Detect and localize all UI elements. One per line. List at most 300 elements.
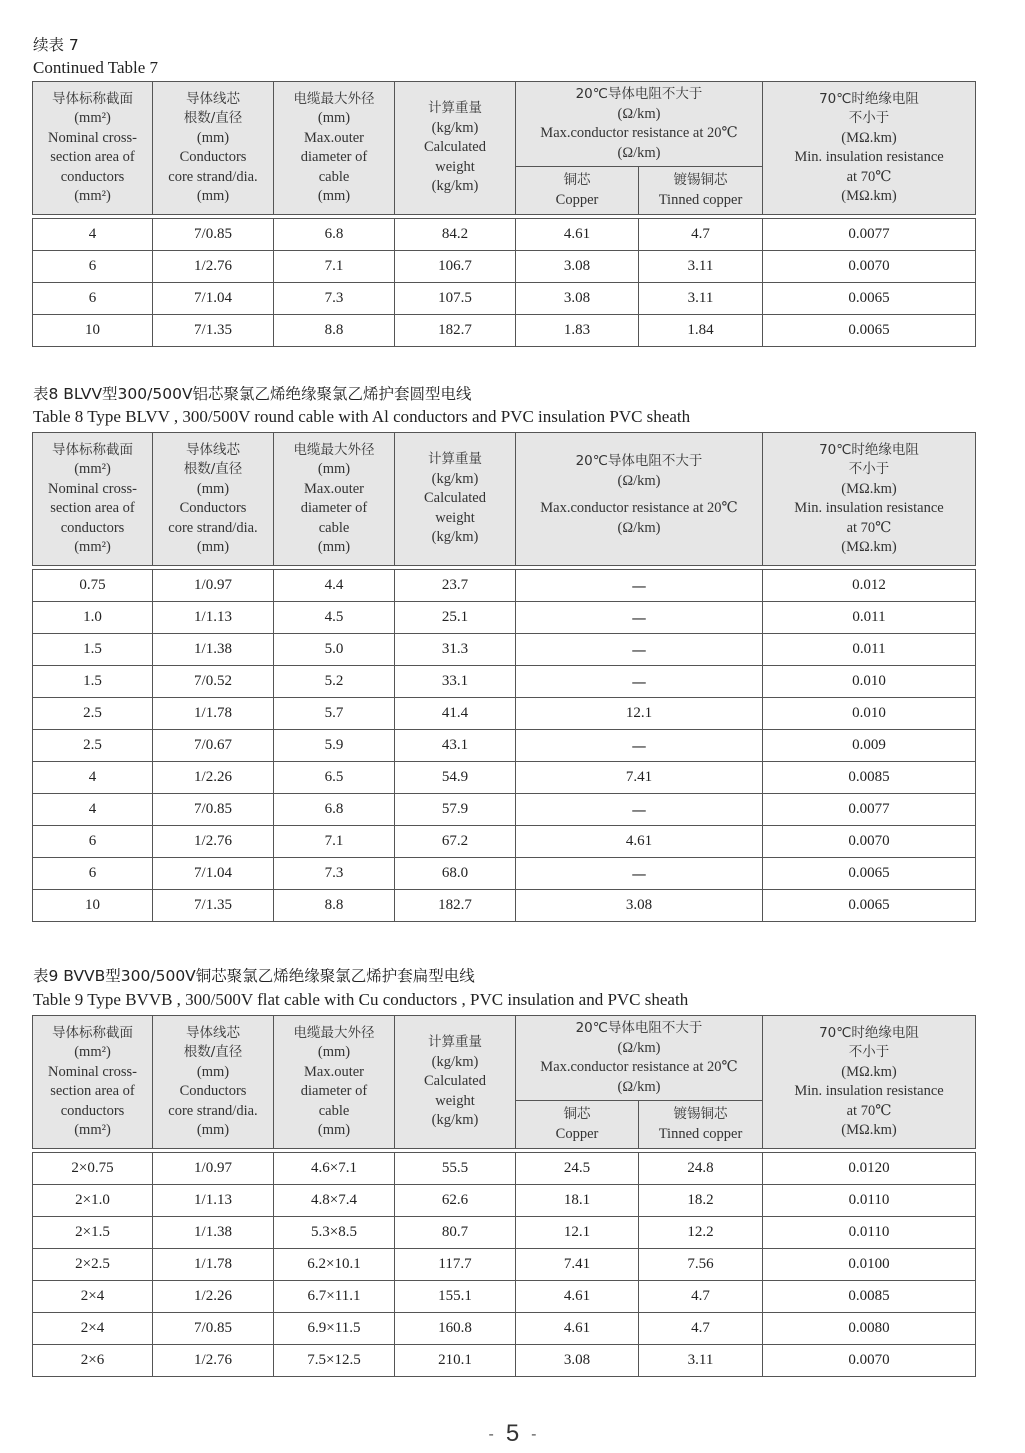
col-tinned-copper-header — [639, 167, 763, 215]
header-line: 70℃时绝缘电阻 — [819, 1024, 919, 1041]
table9 — [32, 1015, 976, 1377]
cell-tinned-copper-resistance: 3.11 — [639, 251, 763, 283]
table-row — [33, 251, 976, 283]
cell-strand: 1/2.76 — [153, 826, 274, 858]
header-line: cable — [318, 168, 350, 185]
cell-outer-diameter: 7.1 — [274, 251, 395, 283]
cell-cross-section: 2×1.5 — [33, 1217, 153, 1249]
table8-head — [33, 433, 976, 566]
header-line: Nominal cross- — [48, 1063, 137, 1080]
header-line: core strand/dia. — [168, 1102, 258, 1119]
header-line: Max.conductor resistance at 20℃ — [540, 125, 738, 141]
cell-tinned-copper-resistance: 7.56 — [639, 1249, 763, 1281]
cell-weight: 160.8 — [395, 1313, 516, 1345]
cell-cross-section: 2.5 — [33, 730, 153, 762]
cell-outer-diameter: 4.6×7.1 — [274, 1153, 395, 1185]
table7-head — [33, 82, 976, 215]
col-cross-section-header — [33, 1016, 153, 1149]
header-line: (Ω/km) — [617, 144, 661, 161]
header-line: (mm) — [196, 188, 230, 204]
col-resistance-header — [516, 82, 763, 167]
header-line: (mm²) — [74, 1044, 111, 1060]
header-line: (Ω/km) — [617, 105, 661, 122]
cell-cross-section: 10 — [33, 315, 153, 347]
header-line: (mm²) — [74, 110, 111, 126]
cell-weight: 57.9 — [395, 794, 516, 826]
cell-tinned-copper-resistance: 4.7 — [639, 1281, 763, 1313]
col-tinned-copper-header — [639, 1101, 763, 1149]
header-line: diameter of — [300, 1083, 368, 1099]
cell-weight: 23.7 — [395, 570, 516, 602]
cell-outer-diameter: 7.3 — [274, 858, 395, 890]
header-line: Copper — [555, 1125, 599, 1142]
header-line: 计算重量 — [428, 451, 482, 468]
header-line: 20℃导体电阻不大于 — [575, 86, 703, 102]
header-line: (MΩ.km) — [841, 1063, 897, 1080]
cell-outer-diameter: 6.9×11.5 — [274, 1313, 395, 1345]
cell-strand: 1/2.26 — [153, 1281, 274, 1313]
header-line: 70℃时绝缘电阻 — [819, 90, 919, 107]
header-line: diameter of — [300, 500, 368, 516]
header-line: (mm) — [317, 1044, 351, 1060]
cell-strand: 1/2.76 — [153, 251, 274, 283]
cell-resistance: — — [516, 794, 763, 826]
cell-strand: 1/2.26 — [153, 762, 274, 794]
cell-copper-resistance: 3.08 — [516, 251, 639, 283]
col-outer-diameter-header — [274, 433, 395, 566]
header-line: core strand/dia. — [168, 519, 258, 536]
cell-cross-section: 4 — [33, 762, 153, 794]
header-line: Nominal cross- — [48, 129, 137, 146]
col-weight-header — [395, 82, 516, 215]
header-line: cable — [318, 519, 350, 536]
header-line: weight — [435, 509, 475, 526]
table8-caption-cn: 表8 BLVV型300/500V铝芯聚氯乙烯绝缘聚氯乙烯护套圆型电线 — [33, 385, 472, 403]
header-line: diameter of — [300, 149, 368, 165]
header-line: 镀锡铜芯 — [673, 1106, 728, 1122]
table8-body — [33, 566, 976, 922]
cell-copper-resistance: 4.61 — [516, 1281, 639, 1313]
header-line: 不小于 — [848, 461, 890, 477]
header-line: (kg/km) — [431, 178, 479, 195]
table8-caption-en: Table 8 Type BLVV , 300/500V round cable with Al conductors and PVC insulation PVC sheath — [33, 407, 691, 426]
cell-outer-diameter: 4.4 — [274, 570, 395, 602]
cell-weight: 67.2 — [395, 826, 516, 858]
cell-strand: 1/2.76 — [153, 1345, 274, 1377]
col-resistance-header — [516, 433, 763, 566]
header-line: 铜芯 — [563, 1106, 591, 1122]
cell-cross-section: 2×6 — [33, 1345, 153, 1377]
header-line: (kg/km) — [431, 1112, 479, 1129]
col-copper-header — [516, 1101, 639, 1149]
cell-resistance: 3.08 — [516, 890, 763, 922]
header-line: (kg/km) — [431, 1053, 479, 1070]
table7-caption-cn: 续表 7 — [33, 36, 79, 54]
header-line: section area of — [50, 500, 135, 516]
header-line: section area of — [50, 1083, 135, 1099]
cell-insulation-resistance: 0.011 — [763, 602, 976, 634]
header-line: Conductors — [179, 1083, 247, 1099]
table7-body — [33, 215, 976, 347]
table8 — [32, 432, 976, 922]
cell-outer-diameter: 6.5 — [274, 762, 395, 794]
cell-strand: 7/1.35 — [153, 315, 274, 347]
col-outer-diameter-header — [274, 1016, 395, 1149]
header-line: Min. insulation resistance — [794, 500, 944, 516]
cell-weight: 55.5 — [395, 1153, 516, 1185]
cell-copper-resistance: 3.08 — [516, 1345, 639, 1377]
cell-insulation-resistance: 0.0110 — [763, 1217, 976, 1249]
cell-insulation-resistance: 0.0100 — [763, 1249, 976, 1281]
cell-cross-section: 6 — [33, 858, 153, 890]
cell-outer-diameter: 7.5×12.5 — [274, 1345, 395, 1377]
header-line: (Ω/km) — [617, 1039, 661, 1056]
header-line: 导体标称截面 — [52, 441, 133, 458]
table-row — [33, 315, 976, 347]
cell-weight: 25.1 — [395, 602, 516, 634]
header-line: Calculated — [423, 139, 486, 156]
header-line: (Ω/km) — [617, 519, 661, 536]
cell-insulation-resistance: 0.010 — [763, 666, 976, 698]
header-line: 镀锡铜芯 — [673, 172, 728, 188]
cell-weight: 182.7 — [395, 890, 516, 922]
header-line: (mm²) — [74, 188, 111, 204]
cell-copper-resistance: 4.61 — [516, 1313, 639, 1345]
table7-caption-en: Continued Table 7 — [33, 58, 159, 77]
cell-cross-section: 10 — [33, 890, 153, 922]
col-strand-header — [153, 1016, 274, 1149]
table-row — [33, 1313, 976, 1345]
page-number — [0, 1420, 1025, 1448]
cell-strand: 1/0.97 — [153, 570, 274, 602]
cell-weight: 41.4 — [395, 698, 516, 730]
table-row — [33, 1185, 976, 1217]
cell-cross-section: 6 — [33, 826, 153, 858]
header-line: 电缆最大外径 — [293, 441, 375, 458]
header-line: (kg/km) — [431, 119, 479, 136]
cell-cross-section: 6 — [33, 283, 153, 315]
cell-insulation-resistance: 0.0065 — [763, 858, 976, 890]
cell-outer-diameter: 7.1 — [274, 826, 395, 858]
header-line: conductors — [60, 519, 125, 536]
col-insulation-header — [763, 1016, 976, 1149]
cell-cross-section: 1.5 — [33, 666, 153, 698]
header-line: 不小于 — [848, 1044, 890, 1060]
col-weight-header — [395, 433, 516, 566]
cell-cross-section: 0.75 — [33, 570, 153, 602]
header-line: 计算重量 — [428, 100, 482, 117]
header-line: (Ω/km) — [617, 1078, 661, 1095]
cell-resistance: — — [516, 634, 763, 666]
table-row — [33, 666, 976, 698]
header-line: (mm) — [196, 129, 230, 146]
header-line: 导体标称截面 — [52, 90, 133, 107]
header-line: 20℃导体电阻不大于 — [575, 453, 703, 469]
cell-strand: 7/1.35 — [153, 890, 274, 922]
cell-copper-resistance: 3.08 — [516, 283, 639, 315]
cell-strand: 1/0.97 — [153, 1153, 274, 1185]
col-resistance-header — [516, 1016, 763, 1101]
header-line: Max.outer — [304, 1063, 364, 1080]
cell-insulation-resistance: 0.0077 — [763, 794, 976, 826]
header-line: weight — [435, 1092, 475, 1109]
header-line: Conductors — [179, 500, 247, 516]
cell-cross-section: 2×1.0 — [33, 1185, 153, 1217]
header-line: Min. insulation resistance — [794, 1083, 944, 1099]
table-row — [33, 858, 976, 890]
header-line: 根数/直径 — [183, 110, 243, 126]
cell-insulation-resistance: 0.0070 — [763, 826, 976, 858]
header-line: 导体线芯 — [186, 441, 240, 458]
cell-outer-diameter: 6.8 — [274, 794, 395, 826]
cell-weight: 210.1 — [395, 1345, 516, 1377]
col-strand-header — [153, 82, 274, 215]
col-copper-header — [516, 167, 639, 215]
header-line: 导体标称截面 — [52, 1024, 133, 1041]
cell-outer-diameter: 4.8×7.4 — [274, 1185, 395, 1217]
header-line: (mm) — [196, 1122, 230, 1138]
page-number-dash-right: - — [531, 1425, 537, 1443]
cell-strand: 1/1.78 — [153, 1249, 274, 1281]
cell-insulation-resistance: 0.0085 — [763, 1281, 976, 1313]
header-line: 70℃时绝缘电阻 — [819, 441, 919, 458]
cell-cross-section: 2×4 — [33, 1281, 153, 1313]
cell-strand: 7/0.67 — [153, 730, 274, 762]
header-line: (MΩ.km) — [841, 480, 897, 497]
header-line: (mm²) — [74, 1122, 111, 1138]
cell-strand: 7/1.04 — [153, 283, 274, 315]
table-row — [33, 1153, 976, 1185]
header-line: at 70℃ — [846, 1102, 892, 1119]
cell-cross-section: 1.0 — [33, 602, 153, 634]
col-cross-section-header — [33, 82, 153, 215]
header-line: (kg/km) — [431, 470, 479, 487]
cell-copper-resistance: 18.1 — [516, 1185, 639, 1217]
cell-strand: 7/1.04 — [153, 858, 274, 890]
cell-insulation-resistance: 0.010 — [763, 698, 976, 730]
header-line: (MΩ.km) — [841, 129, 897, 146]
cell-insulation-resistance: 0.0080 — [763, 1313, 976, 1345]
table9-caption-cn: 表9 BVVB型300/500V铜芯聚氯乙烯绝缘聚氯乙烯护套扁型电线 — [33, 967, 475, 985]
cell-strand: 7/0.85 — [153, 219, 274, 251]
header-line: 导体线芯 — [186, 1024, 240, 1041]
header-line: Calculated — [423, 1073, 486, 1090]
cell-strand: 1/1.38 — [153, 634, 274, 666]
cell-insulation-resistance: 0.009 — [763, 730, 976, 762]
cell-tinned-copper-resistance: 3.11 — [639, 283, 763, 315]
cell-insulation-resistance: 0.012 — [763, 570, 976, 602]
table9-body — [33, 1149, 976, 1377]
table9-caption-en: Table 9 Type BVVB , 300/500V flat cable with Cu conductors , PVC insulation and PVC sheath — [33, 990, 689, 1009]
cell-cross-section: 1.5 — [33, 634, 153, 666]
cell-cross-section: 2×2.5 — [33, 1249, 153, 1281]
header-line: Max.conductor resistance at 20℃ — [540, 1059, 738, 1075]
header-line: Nominal cross- — [48, 480, 137, 497]
cell-copper-resistance: 4.61 — [516, 219, 639, 251]
cell-strand: 1/1.13 — [153, 602, 274, 634]
cell-tinned-copper-resistance: 24.8 — [639, 1153, 763, 1185]
cell-resistance: 12.1 — [516, 698, 763, 730]
cell-strand: 1/1.13 — [153, 1185, 274, 1217]
cell-outer-diameter: 6.2×10.1 — [274, 1249, 395, 1281]
header-line: 导体线芯 — [186, 90, 240, 107]
cell-cross-section: 2×0.75 — [33, 1153, 153, 1185]
header-line: 电缆最大外径 — [293, 1024, 375, 1041]
header-line: Conductors — [179, 149, 247, 165]
header-line: conductors — [60, 1102, 125, 1119]
cell-weight: 117.7 — [395, 1249, 516, 1281]
cell-insulation-resistance: 0.0065 — [763, 283, 976, 315]
cell-insulation-resistance: 0.0120 — [763, 1153, 976, 1185]
cell-weight: 33.1 — [395, 666, 516, 698]
cell-weight: 155.1 — [395, 1281, 516, 1313]
col-insulation-header — [763, 82, 976, 215]
cell-copper-resistance: 12.1 — [516, 1217, 639, 1249]
header-line: Max.outer — [304, 129, 364, 146]
table-row — [33, 634, 976, 666]
table-row — [33, 698, 976, 730]
cell-resistance: — — [516, 570, 763, 602]
cell-outer-diameter: 5.9 — [274, 730, 395, 762]
header-line: weight — [435, 158, 475, 175]
header-line: (mm²) — [74, 461, 111, 477]
page-number-dash-left: - — [488, 1425, 494, 1443]
cell-outer-diameter: 6.7×11.1 — [274, 1281, 395, 1313]
header-line: (MΩ.km) — [841, 1122, 897, 1138]
header-line: Min. insulation resistance — [794, 149, 944, 165]
cell-outer-diameter: 4.5 — [274, 602, 395, 634]
cell-tinned-copper-resistance: 12.2 — [639, 1217, 763, 1249]
cell-strand: 7/0.85 — [153, 1313, 274, 1345]
table7 — [32, 81, 976, 347]
header-line: (Ω/km) — [617, 472, 661, 489]
cell-cross-section: 2×4 — [33, 1313, 153, 1345]
cell-weight: 43.1 — [395, 730, 516, 762]
header-line: (mm) — [317, 461, 351, 477]
header-line: core strand/dia. — [168, 168, 258, 185]
page-number-value: 5 — [505, 1420, 520, 1447]
cell-tinned-copper-resistance: 18.2 — [639, 1185, 763, 1217]
col-strand-header — [153, 433, 274, 566]
header-line: 根数/直径 — [183, 1044, 243, 1060]
cell-resistance: — — [516, 858, 763, 890]
header-line: at 70℃ — [846, 519, 892, 536]
cell-outer-diameter: 5.0 — [274, 634, 395, 666]
col-weight-header — [395, 1016, 516, 1149]
header-line: Calculated — [423, 490, 486, 507]
cell-insulation-resistance: 0.0065 — [763, 890, 976, 922]
cell-tinned-copper-resistance: 4.7 — [639, 219, 763, 251]
header-line: cable — [318, 1102, 350, 1119]
table-row — [33, 219, 976, 251]
header-line: (mm) — [196, 1063, 230, 1080]
cell-resistance: — — [516, 730, 763, 762]
cell-cross-section: 4 — [33, 219, 153, 251]
cell-weight: 80.7 — [395, 1217, 516, 1249]
cell-weight: 68.0 — [395, 858, 516, 890]
header-line: conductors — [60, 168, 125, 185]
cell-insulation-resistance: 0.011 — [763, 634, 976, 666]
cell-outer-diameter: 5.2 — [274, 666, 395, 698]
col-insulation-header — [763, 433, 976, 566]
table-row — [33, 826, 976, 858]
header-line: (mm) — [317, 1122, 351, 1138]
cell-resistance: 4.61 — [516, 826, 763, 858]
table-row — [33, 762, 976, 794]
header-line: 电缆最大外径 — [293, 90, 375, 107]
cell-copper-resistance: 24.5 — [516, 1153, 639, 1185]
cell-tinned-copper-resistance: 4.7 — [639, 1313, 763, 1345]
header-line: (mm) — [317, 188, 351, 204]
header-line: Tinned copper — [658, 1125, 743, 1142]
header-line: (mm²) — [74, 539, 111, 555]
table9-head — [33, 1016, 976, 1149]
header-line: 计算重量 — [428, 1034, 482, 1051]
cell-copper-resistance: 7.41 — [516, 1249, 639, 1281]
table-row — [33, 602, 976, 634]
cell-insulation-resistance: 0.0070 — [763, 1345, 976, 1377]
header-line: 不小于 — [848, 110, 890, 126]
cell-strand: 7/0.52 — [153, 666, 274, 698]
table-row — [33, 1281, 976, 1313]
cell-outer-diameter: 5.3×8.5 — [274, 1217, 395, 1249]
header-line: 铜芯 — [563, 172, 591, 188]
cell-weight: 54.9 — [395, 762, 516, 794]
col-cross-section-header — [33, 433, 153, 566]
header-line: (mm) — [196, 539, 230, 555]
cell-weight: 31.3 — [395, 634, 516, 666]
table-row — [33, 1249, 976, 1281]
table-row — [33, 1217, 976, 1249]
cell-cross-section: 4 — [33, 794, 153, 826]
cell-insulation-resistance: 0.0065 — [763, 315, 976, 347]
cell-tinned-copper-resistance: 3.11 — [639, 1345, 763, 1377]
header-line: at 70℃ — [846, 168, 892, 185]
cell-insulation-resistance: 0.0110 — [763, 1185, 976, 1217]
cell-copper-resistance: 1.83 — [516, 315, 639, 347]
header-line: 20℃导体电阻不大于 — [575, 1020, 703, 1036]
table-row — [33, 890, 976, 922]
cell-insulation-resistance: 0.0070 — [763, 251, 976, 283]
cell-strand: 7/0.85 — [153, 794, 274, 826]
cell-weight: 106.7 — [395, 251, 516, 283]
cell-cross-section: 2.5 — [33, 698, 153, 730]
table-row — [33, 283, 976, 315]
col-outer-diameter-header — [274, 82, 395, 215]
header-line: 根数/直径 — [183, 461, 243, 477]
table-row — [33, 570, 976, 602]
cell-strand: 1/1.38 — [153, 1217, 274, 1249]
cell-outer-diameter: 7.3 — [274, 283, 395, 315]
header-line: Max.conductor resistance at 20℃ — [540, 500, 738, 516]
header-line: (MΩ.km) — [841, 188, 897, 204]
cell-cross-section: 6 — [33, 251, 153, 283]
cell-resistance: — — [516, 666, 763, 698]
cell-strand: 1/1.78 — [153, 698, 274, 730]
cell-outer-diameter: 8.8 — [274, 315, 395, 347]
cell-tinned-copper-resistance: 1.84 — [639, 315, 763, 347]
header-line: Copper — [555, 191, 599, 208]
cell-outer-diameter: 6.8 — [274, 219, 395, 251]
table-row — [33, 730, 976, 762]
cell-outer-diameter: 8.8 — [274, 890, 395, 922]
header-line: Tinned copper — [658, 191, 743, 208]
header-line: (MΩ.km) — [841, 539, 897, 555]
header-line: (mm) — [317, 110, 351, 126]
table-row — [33, 1345, 976, 1377]
cell-outer-diameter: 5.7 — [274, 698, 395, 730]
header-line: section area of — [50, 149, 135, 165]
